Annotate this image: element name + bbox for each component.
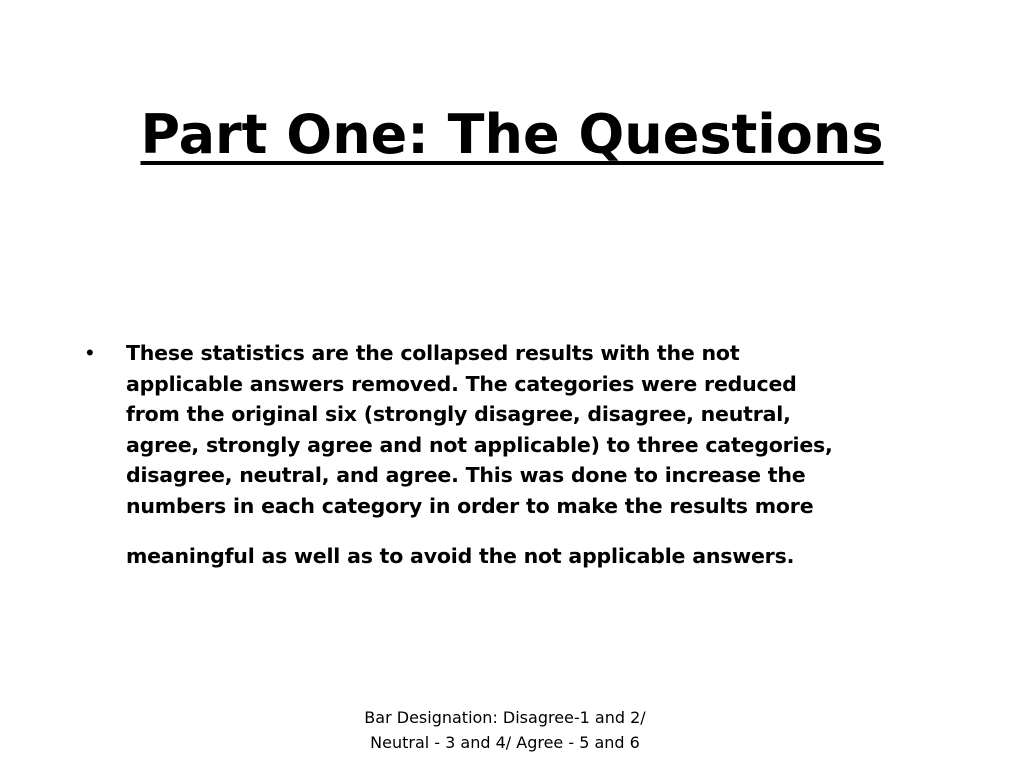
bullet-text-line: agree, strongly agree and not applicable) to three categories,: [126, 432, 833, 457]
bullet-text-line: numbers in each category in order to make the results more: [126, 493, 814, 518]
bullet-text-line: These statistics are the collapsed results with the not: [126, 341, 740, 365]
bullet-text-line: disagree, neutral, and agree. This was done to increase the: [126, 463, 806, 487]
bullet-icon: •: [86, 340, 94, 365]
bullet-item: [86, 338, 946, 572]
slide-title: Part One: The Questions: [140, 103, 884, 166]
bullet-list: [86, 338, 946, 572]
bullet-text: [126, 338, 946, 572]
bullet-text-line: from the original six (strongly disagree, disagree, neutral,: [126, 402, 791, 426]
bullet-text-line: applicable answers removed. The categories were reduced: [126, 371, 797, 396]
bullet-text-line: meaningful as well as to avoid the not applicable answers.: [126, 544, 795, 568]
bar-designation-note: Bar Designation: Disagree-1 and 2/ Neutral - 3 and 4/ Agree - 5 and 6: [364, 708, 646, 752]
